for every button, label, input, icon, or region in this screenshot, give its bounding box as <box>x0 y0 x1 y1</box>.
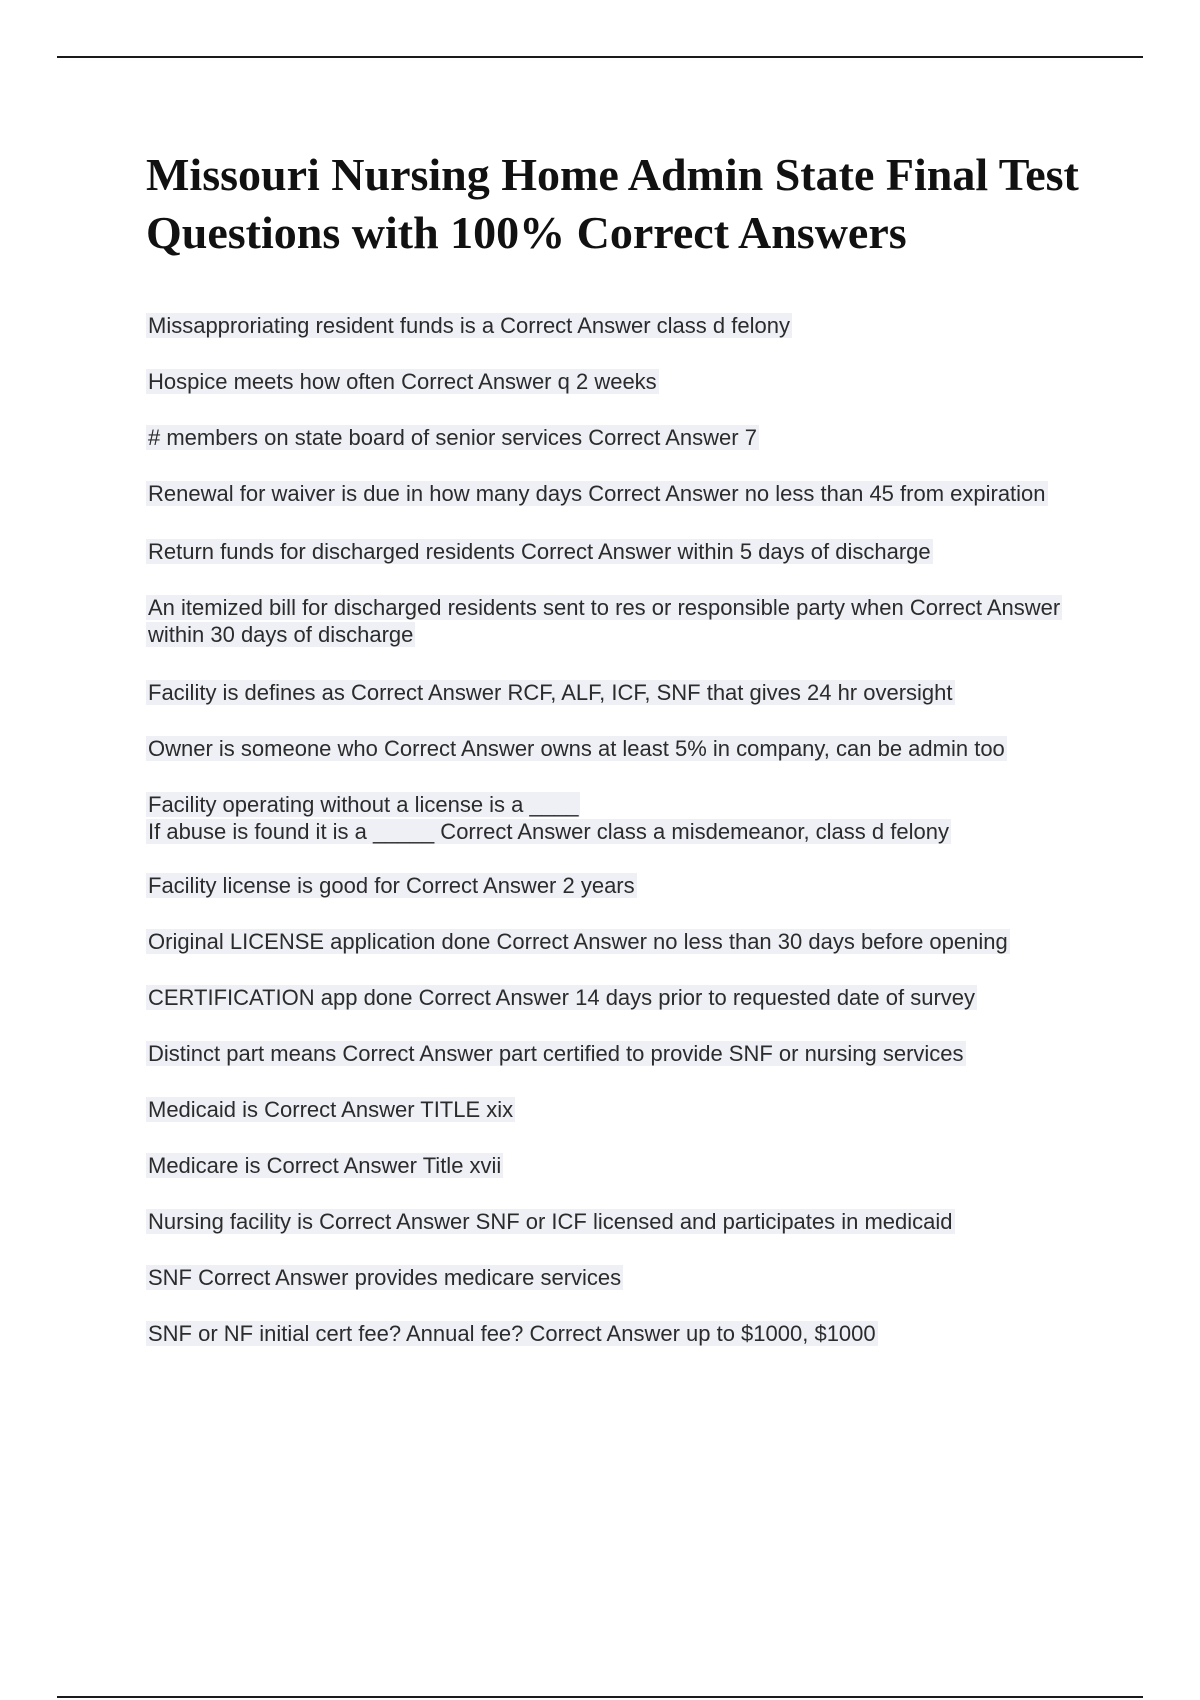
qa-text: Return funds for discharged residents Correct Answer within 5 days of discharge <box>148 539 931 564</box>
qa-text: Facility license is good for Correct Answer 2 years <box>148 873 635 898</box>
qa-item <box>146 312 1086 339</box>
qa-item <box>146 594 1086 648</box>
qa-item <box>146 791 1086 845</box>
qa-list <box>146 312 1086 1347</box>
qa-text: Medicare is Correct Answer Title xvii <box>148 1153 502 1178</box>
document-title: Missouri Nursing Home Admin State Final Test Questions with 100% Correct Answers <box>146 149 1079 258</box>
qa-item <box>146 679 1086 706</box>
qa-item <box>146 1320 1086 1347</box>
qa-text: Facility operating without a license is a ____ If abuse is found it is a _____ Correct Answer class a misdemeanor, class d felony <box>148 792 949 844</box>
qa-item <box>146 480 1086 507</box>
qa-text: Original LICENSE application done Correct Answer no less than 30 days before opening <box>148 929 1008 954</box>
qa-text: SNF Correct Answer provides medicare services <box>148 1265 622 1290</box>
qa-text: Missapproriating resident funds is a Correct Answer class d felony <box>148 313 790 338</box>
qa-item <box>146 735 1086 762</box>
qa-item <box>146 984 1086 1011</box>
qa-item <box>146 1264 1086 1291</box>
qa-item <box>146 538 1086 565</box>
qa-text: Nursing facility is Correct Answer SNF or ICF licensed and participates in medicaid <box>148 1209 953 1234</box>
qa-item <box>146 872 1086 899</box>
footer-rule <box>57 1696 1143 1698</box>
qa-text: Owner is someone who Correct Answer owns at least 5% in company, can be admin too <box>148 736 1005 761</box>
qa-item <box>146 1040 1086 1067</box>
qa-item <box>146 424 1086 451</box>
qa-text: SNF or NF initial cert fee? Annual fee? Correct Answer up to $1000, $1000 <box>148 1321 876 1346</box>
qa-item <box>146 1152 1086 1179</box>
qa-text: # members on state board of senior services Correct Answer 7 <box>148 425 757 450</box>
qa-text: Medicaid is Correct Answer TITLE xix <box>148 1097 514 1122</box>
qa-item <box>146 1096 1086 1123</box>
qa-text: Hospice meets how often Correct Answer q 2 weeks <box>148 369 657 394</box>
qa-item <box>146 1208 1086 1235</box>
qa-text: An itemized bill for discharged residents sent to res or responsible party when Correct Answer within 30 days of discharge <box>148 595 1061 647</box>
qa-item <box>146 368 1086 395</box>
qa-text: Distinct part means Correct Answer part certified to provide SNF or nursing services <box>148 1041 964 1066</box>
qa-item <box>146 928 1086 955</box>
qa-text: Renewal for waiver is due in how many days Correct Answer no less than 45 from expiration <box>148 481 1046 506</box>
header-rule <box>57 56 1143 58</box>
qa-text: Facility is defines as Correct Answer RCF, ALF, ICF, SNF that gives 24 hr oversight <box>148 680 953 705</box>
qa-text: CERTIFICATION app done Correct Answer 14 days prior to requested date of survey <box>148 985 976 1010</box>
